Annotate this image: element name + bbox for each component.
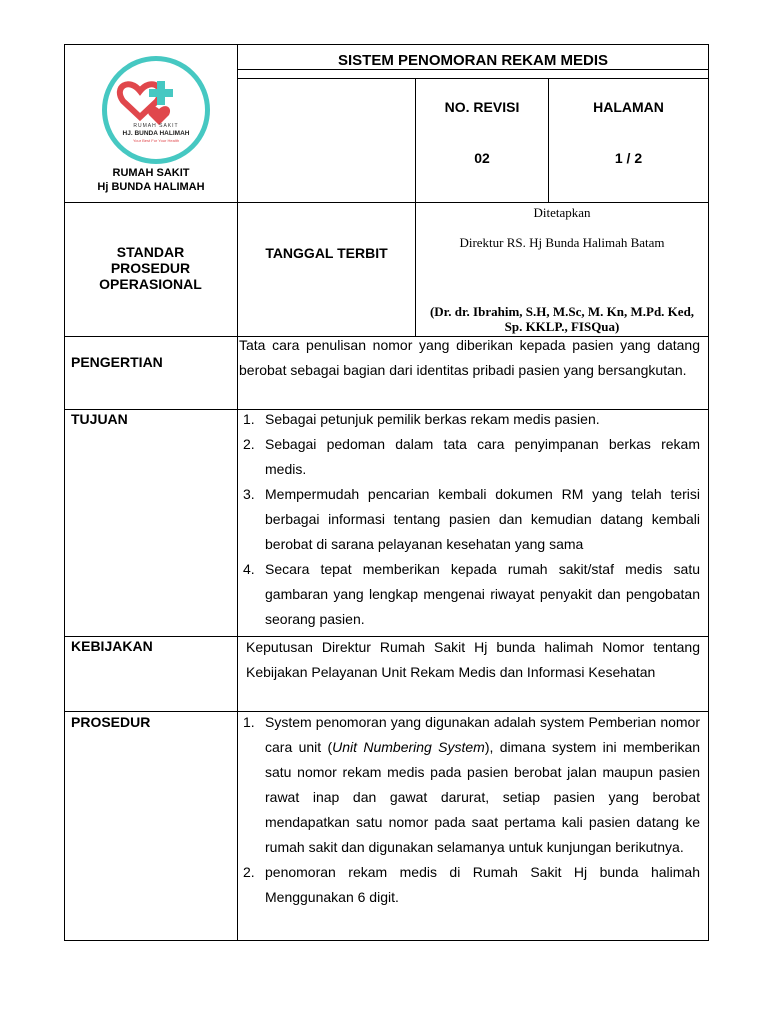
pengertian-label: PENGERTIAN: [71, 354, 163, 370]
pengertian-text: Tata cara penulisan nomor yang diberikan kepada pasien yang datang berobat sebagai bagian dari identitas pribadi pasien yang bersangkutan.: [239, 337, 700, 378]
kebijakan-label: KEBIJAKAN: [71, 638, 153, 654]
document-title: SISTEM PENOMORAN REKAM MEDIS: [337, 52, 608, 69]
ditetapkan-text: Ditetapkan: [533, 205, 591, 220]
tujuan-label: TUJUAN: [71, 411, 128, 427]
title-underline: [237, 69, 709, 70]
page-label: HALAMAN: [593, 99, 664, 115]
signatory-name: (Dr. dr. Ibrahim, S.H, M.Sc, M. Kn, M.Pd. Ked, Sp. KKLP., FISQua): [429, 304, 695, 334]
title-double-line: [237, 78, 709, 79]
border-bottom: [64, 940, 709, 941]
border-right: [708, 44, 709, 941]
revision-label: NO. REVISI: [444, 99, 520, 115]
page-divider: [548, 78, 549, 203]
svg-text:HJ. BUNDA HALIMAH: HJ. BUNDA HALIMAH: [122, 130, 190, 137]
page-value: 1 / 2: [614, 150, 643, 166]
svg-text:Your Best For Your Health: Your Best For Your Health: [132, 138, 180, 143]
list-item: 1. System penomoran yang digunakan adalah system Pemberian nomor cara unit (Unit Numbering System), dimana system ini memberikan satu nomor rekam medis pada pasien berobat jalan maupun pasien rawat inap dan gawat darurat, setiap pasien yang berobat mendapatkan satu nomor pada saat pertama kali pasien datang ke rumah sakit dan digunakan selamanya untuk kunjungan berikutnya.: [243, 714, 701, 855]
list-item: 1. Sebagai petunjuk pemilik berkas rekam medis pasien.: [243, 411, 600, 427]
list-item: 2. penomoran rekam medis di Rumah Sakit Hj bunda halimah Menggunakan 6 digit.: [243, 864, 700, 905]
sop-label: STANDAR PROSEDUR OPERASIONAL: [99, 244, 202, 292]
director-title: Direktur RS. Hj Bunda Halimah Batam: [459, 235, 665, 250]
tujuan-list: [238, 407, 700, 632]
hospital-name-line2: Hj BUNDA HALIMAH: [97, 181, 205, 193]
date-issued-label: TANGGAL TERBIT: [265, 245, 388, 261]
heart-logo-icon: [107, 61, 205, 159]
prosedur-list: [238, 710, 700, 910]
kebijakan-text: Keputusan Direktur Rumah Sakit Hj bunda halimah Nomor tentang Kebijakan Pelayanan Unit Rekam Medis dan Informasi Kesehatan: [246, 639, 700, 680]
hospital-logo: [102, 56, 210, 164]
italic-term: Unit Numbering System: [332, 739, 485, 755]
revision-value: 02: [474, 150, 490, 166]
border-top: [64, 44, 709, 45]
list-item: 4. Secara tepat memberikan kepada rumah sakit/staf medis satu gambaran yang lengkap mengenai riwayat penyakit dan pengobatan seorang pasien.: [243, 561, 700, 627]
list-item: 3. Mempermudah pencarian kembali dokumen RM yang telah terisi berbagai informasi tentang pasien dan kemudian datang kembali berobat di sarana pelayanan kesehatan yang sama: [243, 486, 700, 552]
list-item: 2. Sebagai pedoman dalam tata cara penyimpanan berkas rekam medis.: [243, 436, 700, 477]
hospital-name: [65, 166, 237, 194]
header-bottom-line: [64, 202, 709, 203]
hospital-name-line1: RUMAH SAKIT: [112, 167, 190, 179]
svg-text:RUMAH SAKIT: RUMAH SAKIT: [133, 123, 179, 129]
prosedur-label: PROSEDUR: [71, 714, 151, 730]
